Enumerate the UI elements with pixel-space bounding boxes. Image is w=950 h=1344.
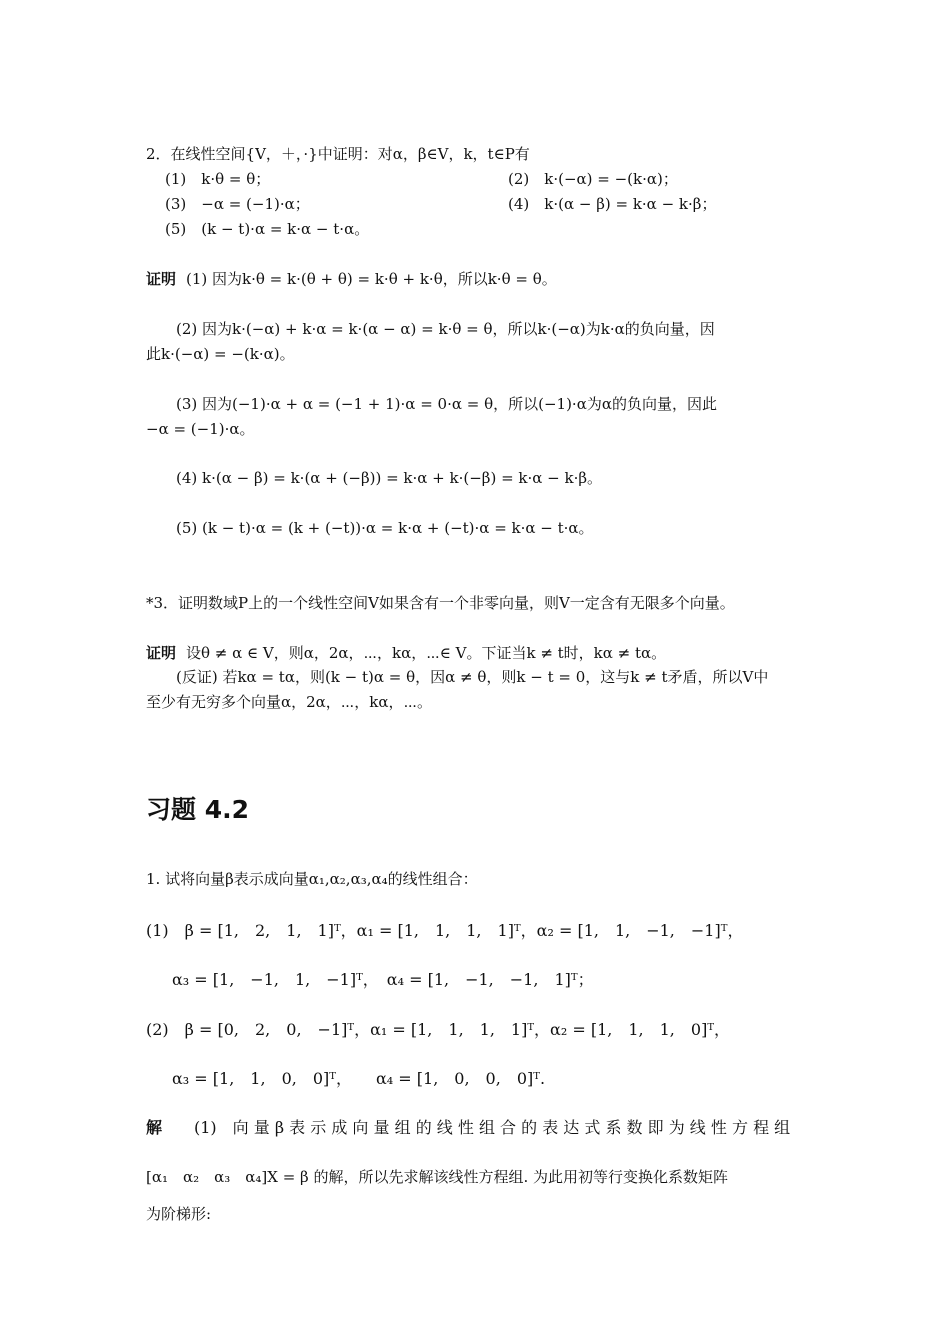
proof-3-line-3: 至少有无穷多个向量α，2α，⋯，kα，⋯。 bbox=[146, 693, 433, 711]
proof-2-part-2-line-1: (2) 因为k·(−α) + k·α = k·(α − α) = k·θ = θ，所以k·(−α)为k·α的负向量，因 bbox=[176, 320, 715, 338]
exercise-1-statement: 1. 试将向量β表示成向量α₁,α₂,α₃,α₄的线性组合： bbox=[146, 870, 478, 888]
exercise-1-part-1-line-2: α₃ = [1, −1, 1, −1]ᵀ， α₄ = [1, −1, −1, 1]ᵀ； bbox=[172, 970, 594, 989]
solution-label: 解 bbox=[146, 1118, 163, 1137]
exercise-1-part-2-line-1: (2) β = [0, 2, 0, −1]ᵀ，α₁ = [1, 1, 1, 1]ᵀ，α₂ = [1, 1, 1, 0]ᵀ， bbox=[146, 1020, 731, 1039]
solution-line-3: 为阶梯形: bbox=[146, 1205, 212, 1223]
problem-2-item-3: (3) −α = (−1)·α； bbox=[165, 195, 310, 213]
problem-2-item-1: (1) k·θ = θ； bbox=[165, 170, 271, 188]
section-title: 习题 4.2 bbox=[146, 795, 249, 824]
proof-2-part-3-line-2: −α = (−1)·α。 bbox=[146, 420, 255, 438]
proof-label: 证明 bbox=[146, 270, 177, 288]
proof-label: 证明 bbox=[146, 644, 177, 662]
solution-line-2: [α₁ α₂ α₃ α₄]X = β 的解，所以先求解该线性方程组. 为此用初等行变换化系数矩阵 bbox=[146, 1168, 729, 1186]
problem-2-item-4: (4) k·(α − β) = k·α − k·β； bbox=[508, 195, 717, 213]
proof-2-part-1: (1) 因为k·θ = k·(θ + θ) = k·θ + k·θ，所以k·θ = θ。 bbox=[186, 270, 557, 288]
problem-2-statement: 2．在线性空间{V，＋，·}中证明：对α，β∈V，k，t∈P有 bbox=[146, 145, 530, 163]
solution-line-1: (1) 向 量 β 表 示 成 向 量 组 的 线 性 组 合 的 表 达 式 系 数 即 为 线 性 方 程 组 bbox=[194, 1118, 791, 1137]
proof-2-part-2-line-2: 此k·(−α) = −(k·α)。 bbox=[146, 345, 295, 363]
exercise-1-part-2-line-2: α₃ = [1, 1, 0, 0]ᵀ， α₄ = [1, 0, 0, 0]ᵀ. bbox=[172, 1069, 546, 1088]
proof-3-line-2: (反证) 若kα = tα，则(k − t)α = θ，因α ≠ θ，则k − t = 0，这与k ≠ t矛盾，所以V中 bbox=[176, 668, 769, 686]
proof-3-line-1: 设θ ≠ α ∈ V，则α，2α，⋯，kα，⋯∈ V。下证当k ≠ t时，kα ≠ tα。 bbox=[186, 644, 667, 662]
problem-3-statement: *3．证明数域P上的一个线性空间V如果含有一个非零向量，则V一定含有无限多个向量。 bbox=[146, 594, 735, 612]
problem-2-item-5: (5) (k − t)·α = k·α − t·α。 bbox=[165, 220, 370, 238]
problem-2-item-2: (2) k·(−α) = −(k·α)； bbox=[508, 170, 678, 188]
proof-2-part-4: (4) k·(α − β) = k·(α + (−β)) = k·α + k·(−β) = k·α − k·β。 bbox=[176, 469, 603, 487]
proof-2-part-3-line-1: (3) 因为(−1)·α + α = (−1 + 1)·α = 0·α = θ，所以(−1)·α为α的负向量，因此 bbox=[176, 395, 717, 413]
proof-2-part-5: (5) (k − t)·α = (k + (−t))·α = k·α + (−t)·α = k·α − t·α。 bbox=[176, 519, 594, 537]
exercise-1-part-1-line-1: (1) β = [1, 2, 1, 1]ᵀ，α₁ = [1, 1, 1, 1]ᵀ，α₂ = [1, 1, −1, −1]ᵀ， bbox=[146, 921, 744, 940]
